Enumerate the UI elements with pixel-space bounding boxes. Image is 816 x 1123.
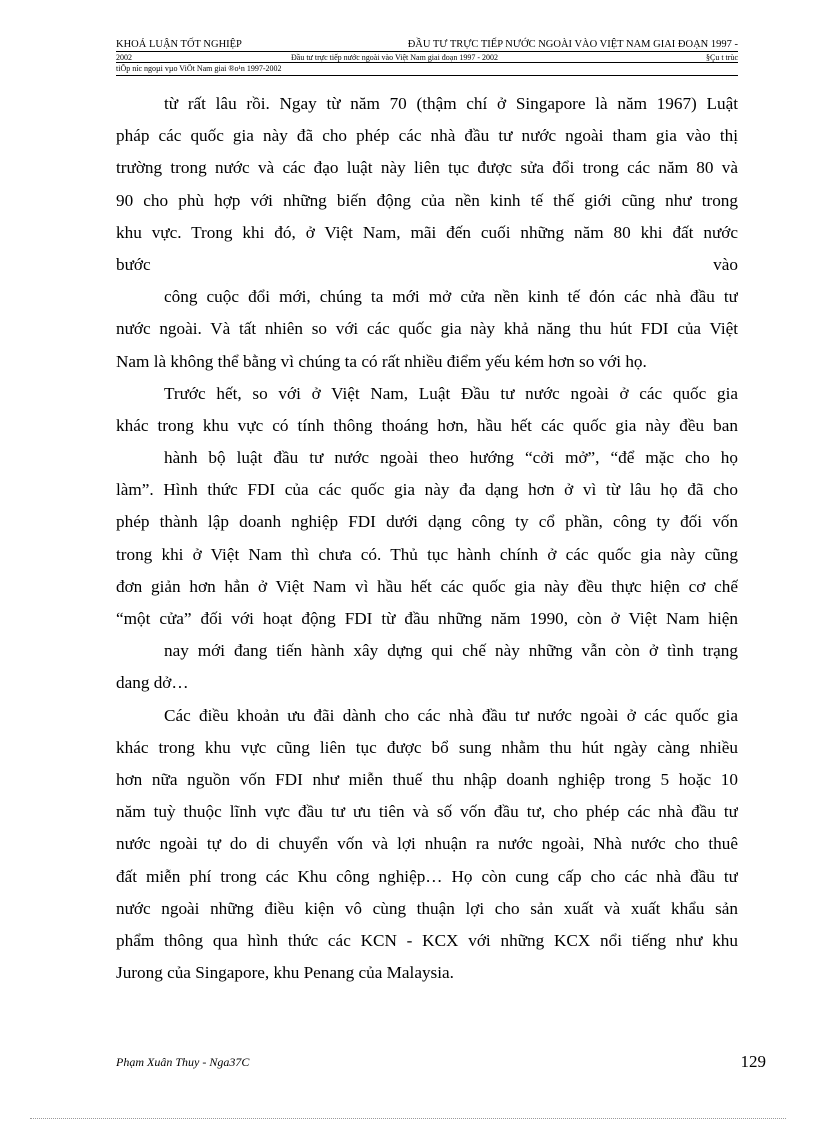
page-bottom-border	[30, 1118, 786, 1119]
text-line: hành bộ luật đầu tư nước ngoài theo hướng “cởi mở”, “để mặc cho họ	[164, 448, 738, 468]
text-line: Trước hết, so với ở Việt Nam, Luật Đầu tư nước ngoài ở các quốc gia	[164, 383, 738, 403]
header-rule	[116, 75, 738, 76]
text-line: hơn nữa nguồn vốn FDI như miễn thuế thu nhập doanh nghiệp trong 5 hoặc 10	[116, 769, 738, 789]
text-line: đơn giản hơn hẳn ở Việt Nam vì hầu hết các quốc gia này đều thực hiện cơ chế	[116, 576, 738, 596]
footer-author: Phạm Xuân Thuy - Nga37C	[116, 1055, 250, 1069]
running-subheader-line3	[116, 63, 738, 75]
body-text	[116, 88, 738, 989]
text-line: nước ngoài. Và tất nhiên so với các quốc gia này khả năng thu hút FDI của Việt	[116, 319, 738, 339]
header-left-title: KHOÁ LUẬN TỐT NGHIỆP	[116, 39, 242, 50]
header-subtitle-line3: tiÕp níc ngoµi vµo ViÖt Nam giai ®o¹n 1997-2002	[116, 64, 282, 73]
text-line: khác trong khu vực có tính thông thoáng hơn, hầu hết các quốc gia này đều ban	[116, 415, 738, 435]
text-line: khác trong khu vực cũng liên tục được bổ sung nhằm thu hút ngày càng nhiều	[116, 737, 738, 757]
text-line: đất miễn phí trong các Khu công nghiệp… Họ còn cung cấp cho các nhà đầu tư	[116, 866, 738, 886]
text-line: Nam là không thể bằng vì chúng ta có rất nhiều điểm yếu kém hơn so với họ.	[116, 351, 647, 371]
text-line: trường trong nước và các đạo luật này liên tục được sửa đổi trong các năm 80 và	[116, 158, 738, 178]
header-right-title: ĐẦU TƯ TRỰC TIẾP NƯỚC NGOÀI VÀO VIỆT NAM GIAI ĐOẠN 1997 -	[407, 39, 738, 50]
text-line: từ rất lâu rồi. Ngay từ năm 70 (thậm chí ở Singapore là năm 1967) Luật	[164, 94, 738, 113]
text-line: 90 cho phù hợp với những biến động của nền kinh tế thế giới cũng như trong	[116, 190, 738, 210]
text-line: Jurong của Singapore, khu Penang của Malaysia.	[116, 963, 454, 983]
split-right-word: vào	[713, 254, 738, 274]
header-year-end: 2002	[116, 53, 132, 62]
page-number: 129	[740, 1052, 766, 1071]
text-line-split	[116, 249, 738, 281]
split-left-word: bước	[116, 254, 151, 274]
text-line: công cuộc đổi mới, chúng ta mới mở cửa nền kinh tế đón các nhà đầu tư	[164, 287, 738, 307]
text-line: nước ngoài tự do di chuyển vốn và lợi nhuận ra nước ngoài, Nhà nước cho thuê	[116, 834, 738, 854]
text-line: Các điều khoản ưu đãi dành cho các nhà đầu tư nước ngoài ở các quốc gia	[164, 705, 738, 725]
text-line: phép thành lập doanh nghiệp FDI dưới dạng công ty cổ phần, công ty đối vốn	[116, 512, 738, 532]
text-line: trong khi ở Việt Nam thì chưa có. Thủ tục hành chính ở các quốc gia này cũng	[116, 544, 738, 564]
header-subtitle-right: §Çu t trùc	[706, 53, 738, 62]
running-header	[116, 38, 738, 52]
text-line: dang dở…	[116, 673, 189, 693]
text-line: năm tuỳ thuộc lĩnh vực đầu tư ưu tiên và số vốn đầu tư, cho phép các nhà đầu tư	[116, 802, 738, 822]
header-subtitle: Đầu tư trực tiếp nước ngoài vào Việt Nam giai đoạn 1997 - 2002	[291, 53, 499, 62]
text-line: nay mới đang tiến hành xây dựng qui chế này những vẫn còn ở tình trạng	[164, 641, 738, 661]
text-line: pháp các quốc gia này đã cho phép các nhà đầu tư nước ngoài tham gia vào thị	[116, 126, 738, 146]
text-line: phẩm thông qua hình thức các KCN - KCX với những KCX nổi tiếng như khu	[116, 930, 738, 950]
text-line: nước ngoài những điều kiện vô cùng thuận lợi cho sản xuất và xuất khẩu sản	[116, 898, 738, 918]
text-line: “một cửa” đối với hoạt động FDI từ đầu những năm 1990, còn ở Việt Nam hiện	[116, 609, 738, 628]
text-line: khu vực. Trong khi đó, ở Việt Nam, mãi đến cuối những năm 80 khi đất nước	[116, 222, 738, 242]
text-line: làm”. Hình thức FDI của các quốc gia này đa dạng hơn ở vì từ lâu họ đã cho	[116, 480, 738, 500]
